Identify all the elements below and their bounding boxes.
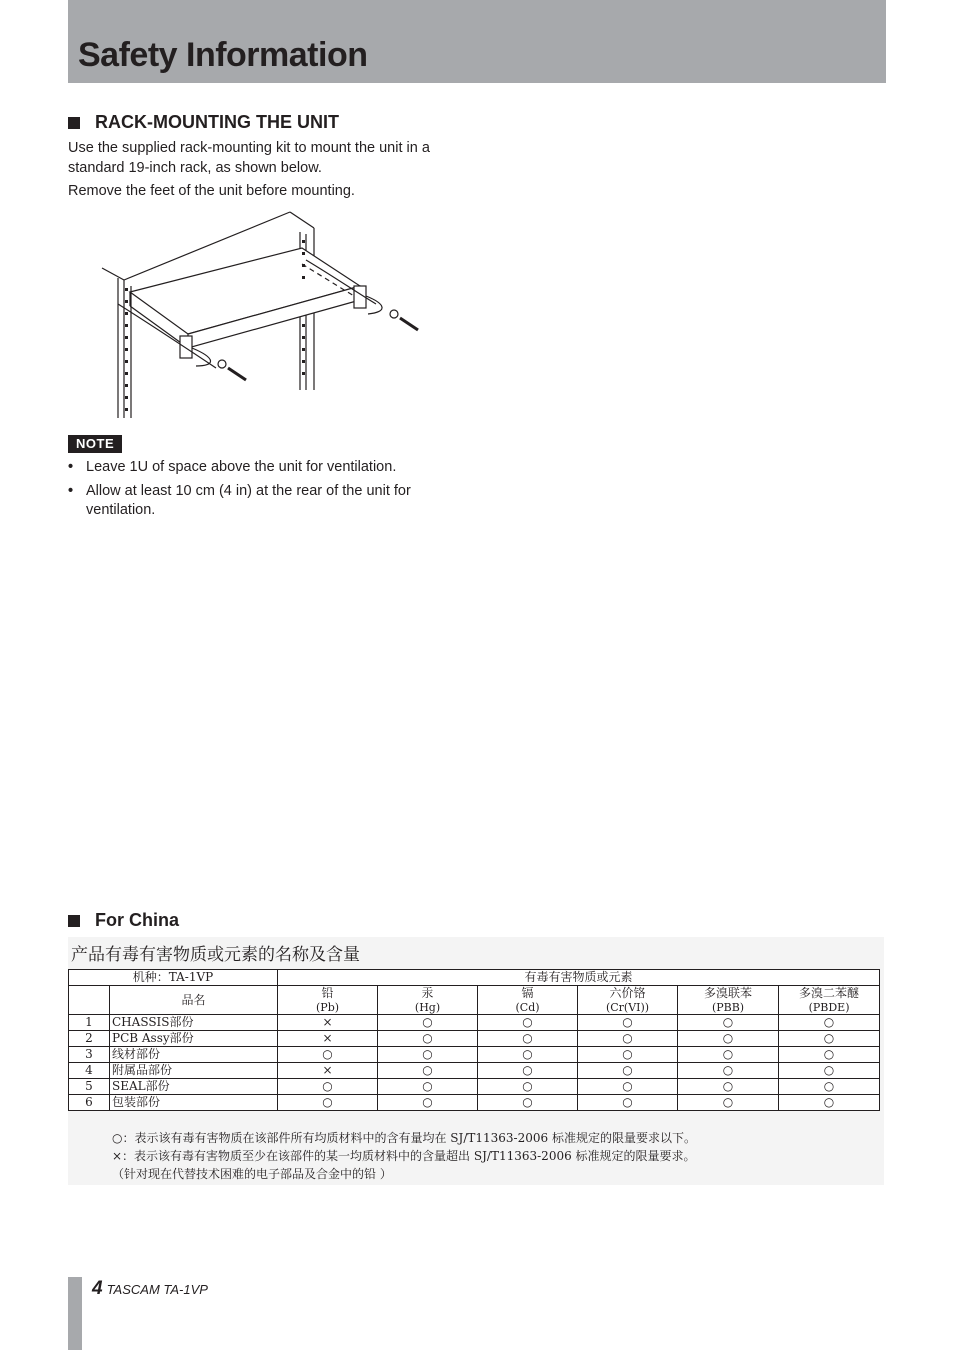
table-legend xyxy=(112,1129,696,1183)
table-row xyxy=(69,1079,880,1095)
substance-name: 多溴二苯醚 xyxy=(799,986,860,1000)
table-row xyxy=(69,970,880,986)
part-name: 线材部份 xyxy=(110,1047,278,1063)
table-row xyxy=(69,986,880,1015)
substance-mark: ○ xyxy=(478,1095,578,1111)
substance-mark: ○ xyxy=(478,1063,578,1079)
page-footer xyxy=(92,1278,208,1300)
substance-name: 六价铬 xyxy=(609,986,646,1000)
part-name: SEAL部份 xyxy=(110,1079,278,1095)
legend-line: （针对现在代替技术困难的电子部品及合金中的铅 ） xyxy=(112,1167,392,1181)
legend-line: ×：表示该有毒有害物质至少在该部件的某一均质材料中的含量超出 SJ/T11363-2006 标准规定的限量要求。 xyxy=(112,1149,696,1163)
substance-header xyxy=(478,986,578,1015)
substance-mark: ○ xyxy=(478,1031,578,1047)
substance-mark: ○ xyxy=(678,1079,779,1095)
substance-mark: ○ xyxy=(378,1079,478,1095)
row-number: 1 xyxy=(69,1015,110,1031)
table-row xyxy=(69,1015,880,1031)
substance-code: (Cr(VI)) xyxy=(605,1001,650,1014)
part-name: CHASSIS部份 xyxy=(110,1015,278,1031)
substance-name: 多溴联苯 xyxy=(704,986,753,1000)
table-cell xyxy=(69,986,110,1015)
rack-mounting-text-line2: standard 19-inch rack, as shown below. xyxy=(68,160,322,176)
substance-name: 镉 xyxy=(521,986,534,1000)
substance-mark: ○ xyxy=(478,1079,578,1095)
substance-mark: ○ xyxy=(578,1047,678,1063)
model-label: 机种：TA-1VP xyxy=(69,970,278,986)
substance-mark: ○ xyxy=(779,1031,880,1047)
substance-code: (Hg) xyxy=(414,1001,441,1014)
rack-mounting-text-line1: Use the supplied rack-mounting kit to mount the unit in a xyxy=(68,140,430,156)
hazard-table-title: 产品有毒有害物质或元素的名称及含量 xyxy=(71,945,360,965)
substance-mark: ○ xyxy=(378,1063,478,1079)
bullet-icon: • xyxy=(68,483,74,499)
substance-mark: ○ xyxy=(779,1047,880,1063)
substance-mark: ○ xyxy=(678,1047,779,1063)
bullet-icon: • xyxy=(68,459,74,475)
legend-line: ○：表示该有毒有害物质在该部件所有均质材料中的含有量均在 SJ/T11363-2006 标准规定的限量要求以下。 xyxy=(112,1131,696,1145)
table-row xyxy=(69,1063,880,1079)
row-number: 5 xyxy=(69,1079,110,1095)
row-number: 3 xyxy=(69,1047,110,1063)
for-china-heading xyxy=(68,910,179,931)
part-name: 包装部份 xyxy=(110,1095,278,1111)
substance-mark: × xyxy=(278,1063,378,1079)
rack-mounting-heading xyxy=(68,112,339,133)
substance-mark: ○ xyxy=(578,1031,678,1047)
note-text: Allow at least 10 cm (4 in) at the rear of the unit for ventilation. xyxy=(86,483,411,518)
substance-mark: ○ xyxy=(478,1015,578,1031)
header-bar xyxy=(68,0,886,83)
substance-name: 汞 xyxy=(421,986,434,1000)
square-bullet-icon xyxy=(68,915,80,927)
substance-mark: ○ xyxy=(378,1047,478,1063)
table-row xyxy=(69,1095,880,1111)
substance-mark: ○ xyxy=(578,1095,678,1111)
substance-mark: ○ xyxy=(478,1047,578,1063)
note-text: Leave 1U of space above the unit for ventilation. xyxy=(86,459,397,475)
substance-name: 铅 xyxy=(321,986,334,1000)
substance-header xyxy=(378,986,478,1015)
item-name-header: 品名 xyxy=(110,986,278,1015)
substance-mark: ○ xyxy=(678,1015,779,1031)
rack-mounting-heading-text: RACK-MOUNTING THE UNIT xyxy=(95,112,339,132)
for-china-heading-text: For China xyxy=(95,910,179,930)
rack-mounting-paragraph xyxy=(68,138,468,178)
remove-feet-paragraph: Remove the feet of the unit before mounting. xyxy=(68,183,355,199)
list-item xyxy=(68,458,448,477)
substance-mark: ○ xyxy=(779,1095,880,1111)
page-number: 4 xyxy=(92,1278,103,1299)
note-list xyxy=(68,458,448,525)
substance-mark: × xyxy=(278,1031,378,1047)
substance-code: (PBDE) xyxy=(808,1001,850,1014)
product-name: TASCAM TA-1VP xyxy=(106,1282,208,1297)
substance-mark: ○ xyxy=(278,1047,378,1063)
row-number: 2 xyxy=(69,1031,110,1047)
note-label: NOTE xyxy=(68,435,122,453)
substance-header xyxy=(278,986,378,1015)
footer-bar xyxy=(68,1277,82,1350)
substance-mark: ○ xyxy=(779,1015,880,1031)
substance-mark: ○ xyxy=(278,1095,378,1111)
substance-mark: ○ xyxy=(578,1063,678,1079)
substance-mark: ○ xyxy=(578,1015,678,1031)
substance-mark: ○ xyxy=(678,1031,779,1047)
substance-header xyxy=(779,986,880,1015)
substance-mark: ○ xyxy=(378,1031,478,1047)
substance-mark: ○ xyxy=(779,1079,880,1095)
substance-header xyxy=(578,986,678,1015)
substance-mark: × xyxy=(278,1015,378,1031)
substance-code: (Cd) xyxy=(515,1001,540,1014)
substance-mark: ○ xyxy=(378,1095,478,1111)
page-title: Safety Information xyxy=(78,36,368,74)
substance-mark: ○ xyxy=(578,1079,678,1095)
substance-header xyxy=(678,986,779,1015)
substance-group-header: 有毒有害物质或元素 xyxy=(278,970,880,986)
hazardous-substance-table xyxy=(68,969,880,1111)
substance-code: (Pb) xyxy=(316,1001,340,1014)
row-number: 6 xyxy=(69,1095,110,1111)
square-bullet-icon xyxy=(68,117,80,129)
substance-mark: ○ xyxy=(278,1079,378,1095)
substance-mark: ○ xyxy=(779,1063,880,1079)
substance-mark: ○ xyxy=(678,1063,779,1079)
substance-mark: ○ xyxy=(678,1095,779,1111)
part-name: PCB Assy部份 xyxy=(110,1031,278,1047)
table-row xyxy=(69,1031,880,1047)
list-item xyxy=(68,482,448,520)
substance-mark: ○ xyxy=(378,1015,478,1031)
rack-mounting-illustration xyxy=(96,208,436,420)
china-hazard-block xyxy=(68,937,884,1185)
table-row xyxy=(69,1047,880,1063)
part-name: 附属品部份 xyxy=(110,1063,278,1079)
substance-code: (PBB) xyxy=(711,1001,745,1014)
row-number: 4 xyxy=(69,1063,110,1079)
